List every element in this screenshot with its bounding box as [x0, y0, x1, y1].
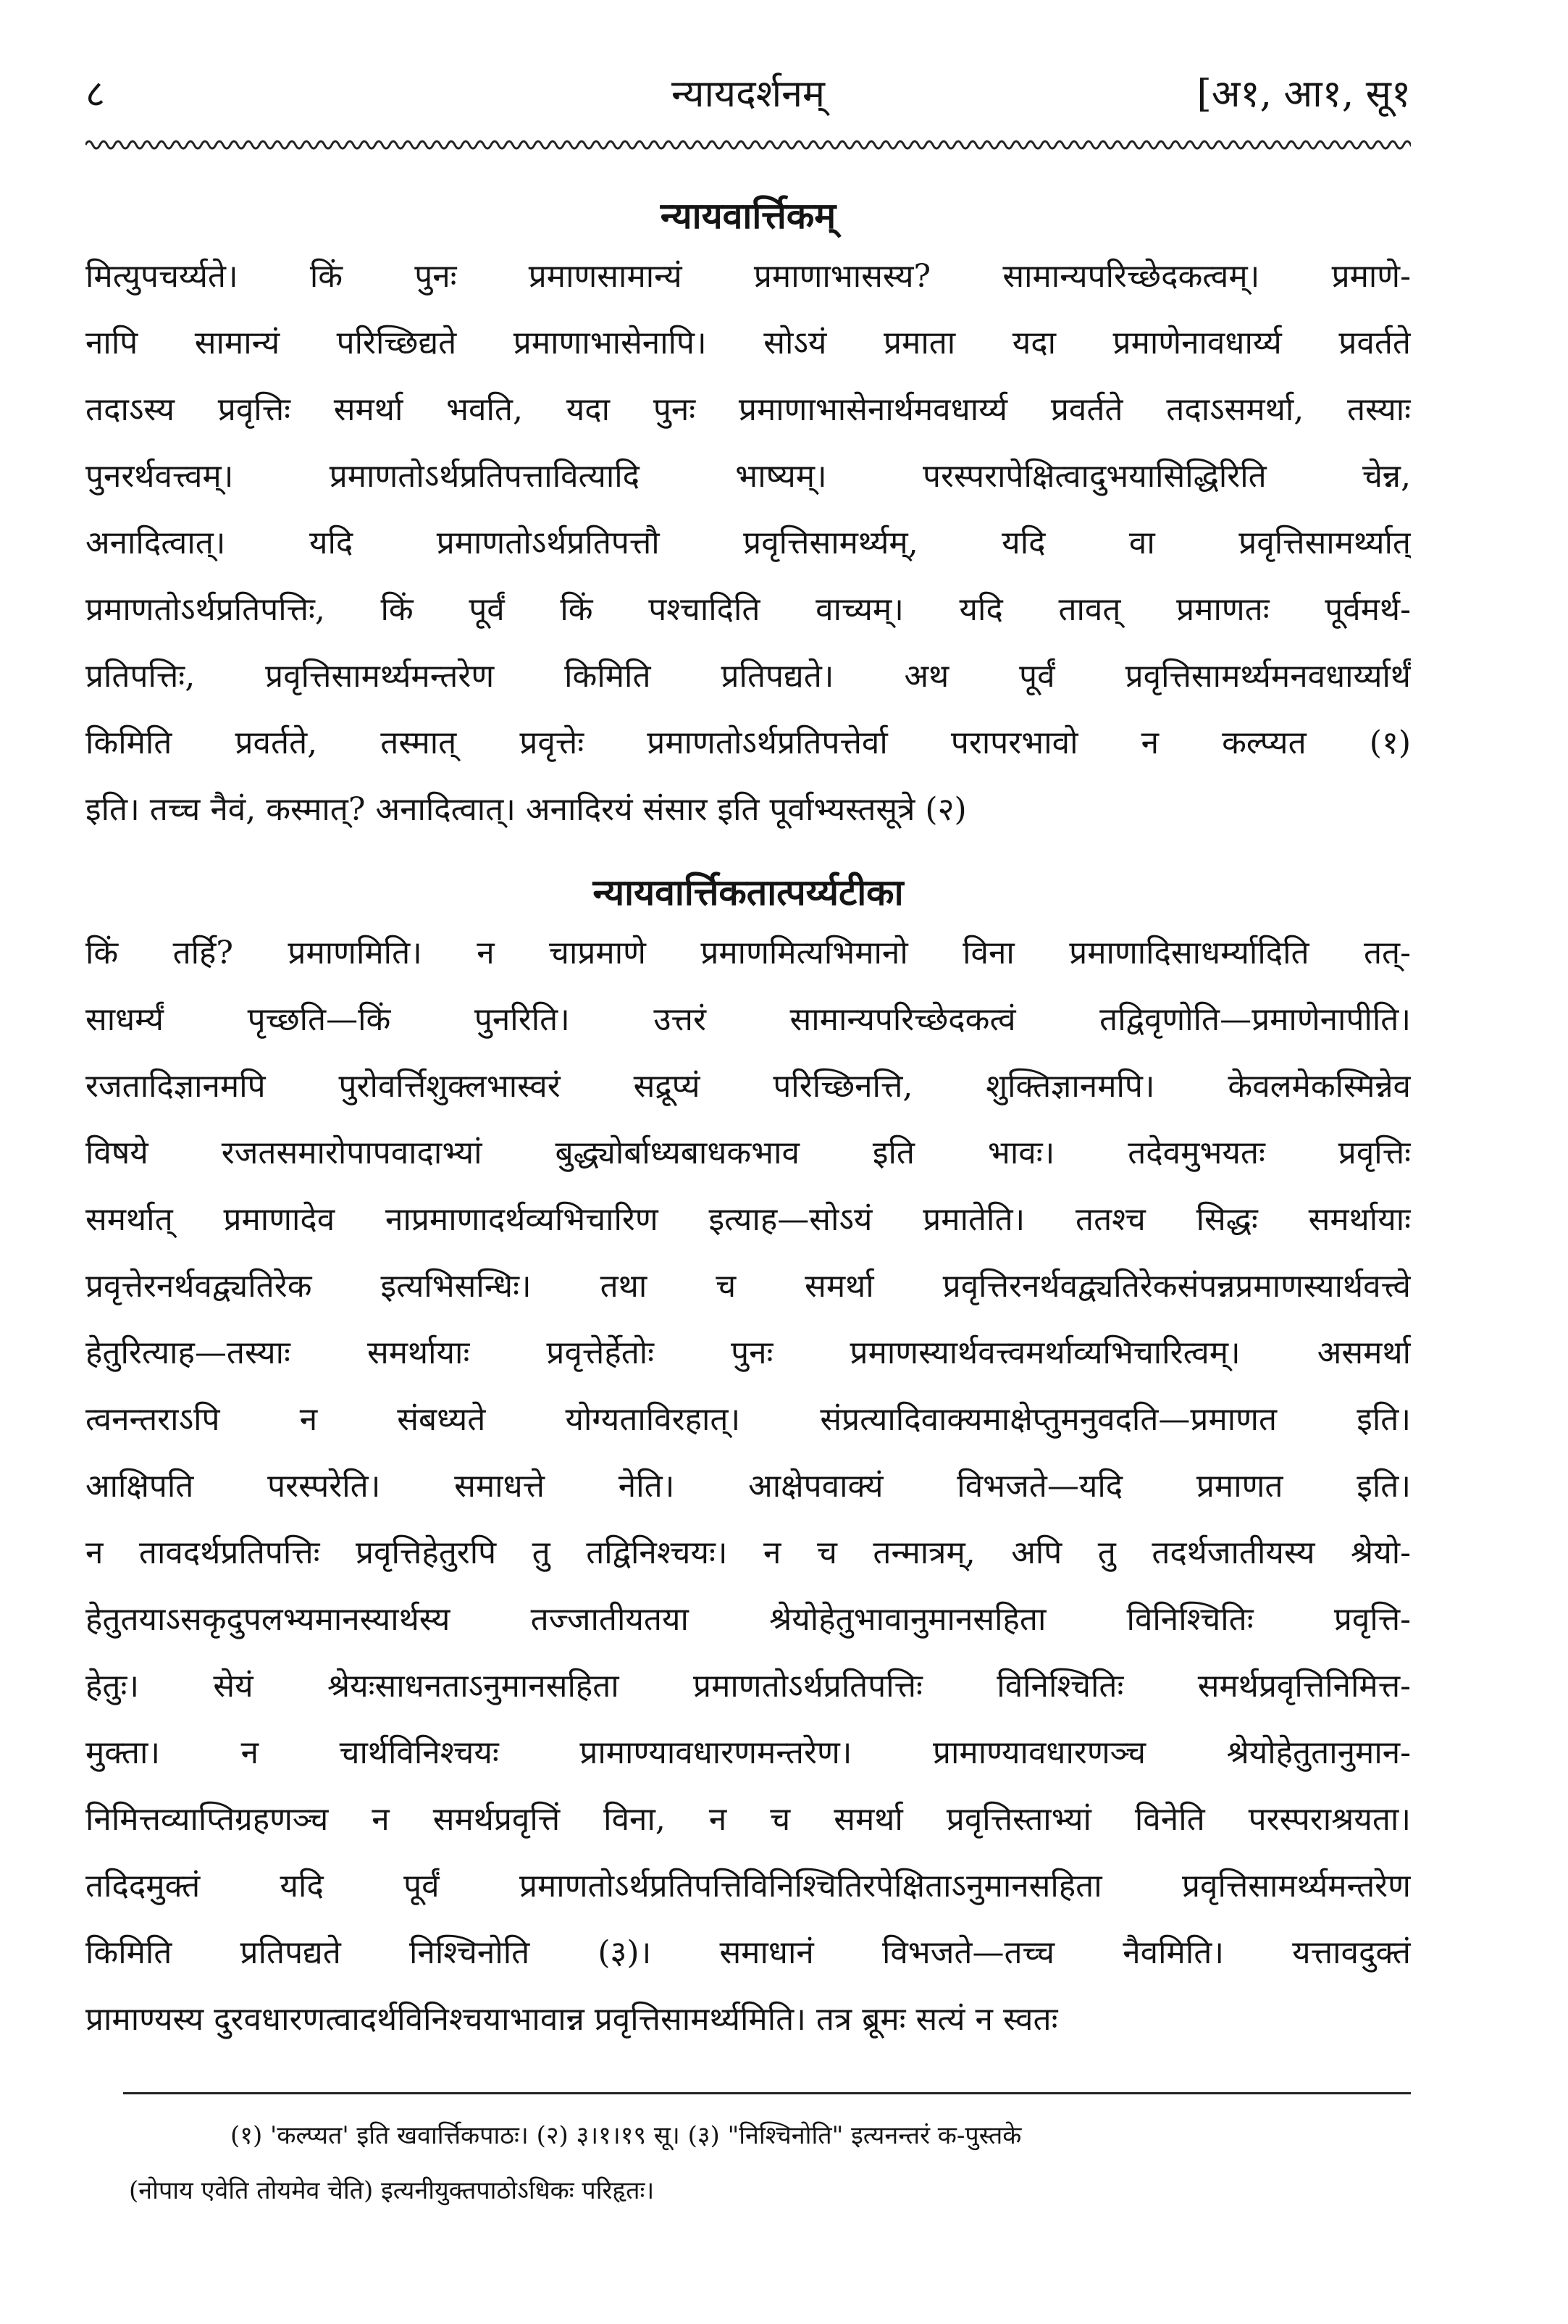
text-line: किमिति प्रवर्तते, तस्मात् प्रवृत्तेः प्रमाणतोऽर्थप्रतिपत्तेर्वा परापरभावो न कल्प्यत (१): [85, 724, 1411, 761]
text-line: आक्षिपति परस्परेति। समाधत्ते नेति। आक्षेपवाक्यं विभजते—यदि प्रमाणत इति।: [85, 1468, 1411, 1505]
header-wavy-rule: [85, 136, 1411, 154]
text-line: पुनरर्थवत्त्वम्। प्रमाणतोऽर्थप्रतिपत्तावित्यादि भाष्यम्। परस्परापेक्षित्वादुभयासिद्धिरिति चेन्न,: [85, 458, 1411, 495]
text-line: मित्युपचर्य्यते। किं पुनः प्रमाणसामान्यं प्रमाणाभासस्य? सामान्यपरिच्छेदकत्वम्। प्रमाणे-: [85, 258, 1411, 295]
text-line: मुक्ता। न चार्थविनिश्चयः प्रामाण्यावधारणमन्तरेण। प्रामाण्यावधारणञ्च श्रेयोहेतुतानुमान-: [85, 1734, 1411, 1771]
text-line: न तावदर्थप्रतिपत्तिः प्रवृत्तिहेतुरपि तु तद्विनिश्चयः। न च तन्मात्रम्, अपि तु तदर्थजातीयस्य श्रेयो-: [85, 1534, 1411, 1571]
text-line: प्रवृत्तेरनर्थवद्व्यतिरेक इत्यभिसन्धिः। तथा च समर्था प्रवृत्तिरनर्थवद्व्यतिरेकसंपन्नप्रमाणस्यार्थवत्त्वे: [85, 1268, 1411, 1305]
section-heading-tika: न्यायवार्त्तिकतात्पर्य्यटीका: [592, 871, 904, 914]
vartika-text: [85, 243, 1411, 843]
text-line: त्वनन्तराऽपि न संबध्यते योग्यताविरहात्। संप्रत्यादिवाक्यमाक्षेप्तुमनुवदति—प्रमाणत इति।: [85, 1401, 1411, 1438]
page-header: [85, 67, 1411, 132]
text-line: हेतुः। सेयं श्रेयःसाधनताऽनुमानसहिता प्रमाणतोऽर्थप्रतिपत्तिः विनिश्चितिः समर्थप्रवृत्तिनिमित्त-: [85, 1668, 1411, 1705]
text-line: प्रतिपत्तिः, प्रवृत्तिसामर्थ्यमन्तरेण किमिति प्रतिपद्यते। अथ पूर्वं प्रवृत्तिसामर्थ्यमनवधार्य्यार्थं: [85, 658, 1411, 695]
page-number: ८: [85, 72, 106, 116]
text-line: निमित्तव्याप्तिग्रहणञ्च न समर्थप्रवृत्तिं विना, न च समर्था प्रवृत्तिस्ताभ्यां विनेति परस्पराश्रयता।: [85, 1801, 1411, 1838]
footnote-rule: [123, 2092, 1411, 2094]
section-reference: [अ१, आ१, सू१: [1196, 72, 1411, 116]
tika-text: [85, 920, 1411, 2053]
text-line: किमिति प्रतिपद्यते निश्चिनोति (३)। समाधानं विभजते—तच्च नैवमिति। यत्तावदुक्तं: [85, 1934, 1411, 1971]
text-line: नापि सामान्यं परिच्छिद्यते प्रमाणाभासेनापि। सोऽयं प्रमाता यदा प्रमाणेनावधार्य्य प्रवर्तते: [85, 325, 1411, 361]
text-line: तदाऽस्य प्रवृत्तिः समर्था भवति, यदा पुनः प्रमाणाभासेनार्थमवधार्य्य प्रवर्तते तदाऽसमर्था, तस्याः: [85, 391, 1411, 428]
running-title: न्यायदर्शनम्: [671, 72, 826, 116]
text-line: अनादित्वात्। यदि प्रमाणतोऽर्थप्रतिपत्तौ प्रवृत्तिसामर्थ्यम्, यदि वा प्रवृत्तिसामर्थ्यात्: [85, 524, 1411, 561]
text-line: विषये रजतसमारोपापवादाभ्यां बुद्ध्योर्बाध्यबाधकभाव इति भावः। तदेवमुभयतः प्रवृत्तिः: [85, 1134, 1411, 1171]
section-heading-vartika: न्यायवार्त्तिकम्: [660, 194, 837, 237]
text-line: रजतादिज्ञानमपि पुरोवर्त्तिशुक्लभास्वरं सद्रूप्यं परिच्छिनत्ति, शुक्तिज्ञानमपि। केवलमेकस्मिन्नेव: [85, 1068, 1411, 1105]
footnote-line: (१) 'कल्प्यत' इति खवार्त्तिकपाठः। (२) ३।१।१९ सू। (३) "निश्चिनोति" इत्यनन्तरं क-पुस्तके: [230, 2121, 1022, 2150]
footnotes: [85, 2108, 1411, 2218]
text-line: हेतुतयाऽसकृदुपलभ्यमानस्यार्थस्य तज्जातीयतया श्रेयोहेतुभावानुमानसहिता विनिश्चितिः प्रवृत्ति-: [85, 1601, 1411, 1638]
text-line: समर्थात् प्रमाणादेव नाप्रमाणादर्थव्यभिचारिण इत्याह—सोऽयं प्रमातेति। ततश्च सिद्धः समर्थायाः: [85, 1201, 1411, 1238]
text-line: प्रमाणतोऽर्थप्रतिपत्तिः, किं पूर्वं किं पश्चादिति वाच्यम्। यदि तावत् प्रमाणतः पूर्वमर्थ-: [85, 591, 1411, 628]
text-line: किं तर्हि? प्रमाणमिति। न चाप्रमाणे प्रमाणमित्यभिमानो विना प्रमाणादिसाधर्म्यादिति तत्-: [85, 935, 1411, 971]
text-line: प्रामाण्यस्य दुरवधारणत्वादर्थविनिश्चयाभावान्न प्रवृत्तिसामर्थ्यमिति। तत्र ब्रूमः सत्यं न स्वतः: [85, 2001, 1058, 2038]
text-line: साधर्म्यं पृच्छति—किं पुनरिति। उत्तरं सामान्यपरिच्छेदकत्वं तद्विवृणोति—प्रमाणेनापीति।: [85, 1001, 1411, 1038]
text-line: इति। तच्च नैवं, कस्मात्? अनादित्वात्। अनादिरयं संसार इति पूर्वाभ्यस्तसूत्रे (२): [85, 791, 967, 828]
text-line: हेतुरित्याह—तस्याः समर्थायाः प्रवृत्तेर्हेतोः पुनः प्रमाणस्यार्थवत्त्वमर्थाव्यभिचारित्वम्। असमर्था: [85, 1334, 1411, 1371]
footnote-line: (नोपाय एवेति तोयमेव चेति) इत्यनीयुक्तपाठोऽधिकः परिहृतः।: [129, 2176, 655, 2205]
text-line: तदिदमुक्तं यदि पूर्वं प्रमाणतोऽर्थप्रतिपत्तिविनिश्चितिरपेक्षिताऽनुमानसहिता प्रवृत्तिसामर्थ्यमन्तरेण: [85, 1868, 1411, 1905]
